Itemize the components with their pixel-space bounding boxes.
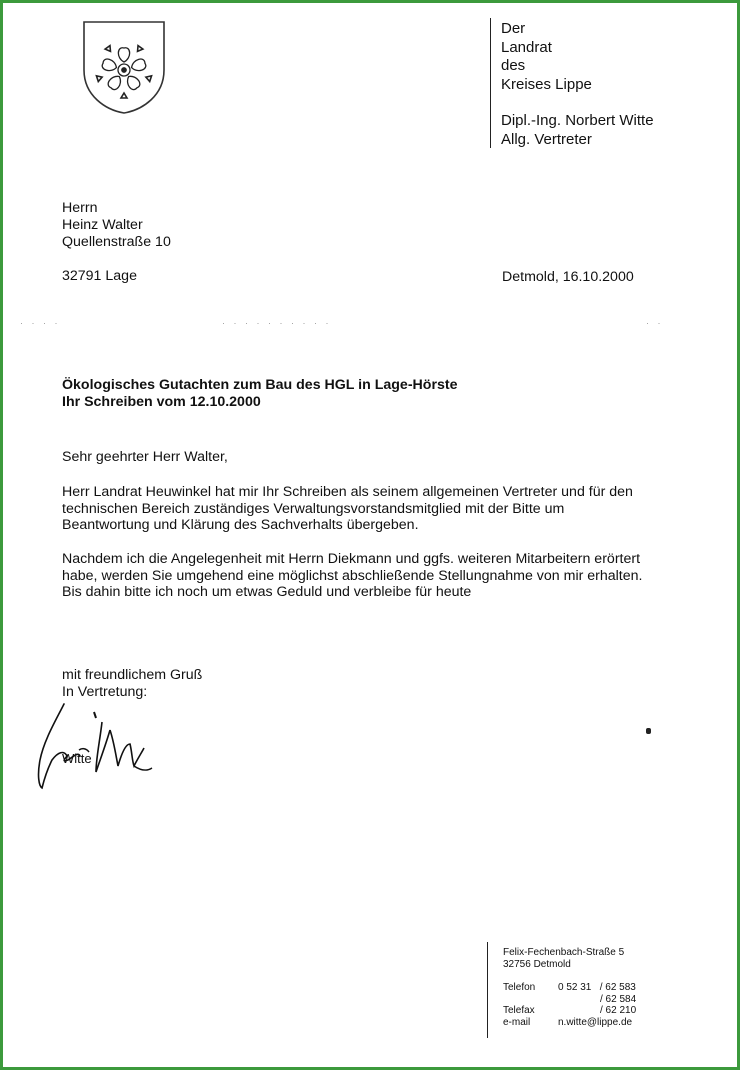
body-line: technischen Bereich zuständiges Verwaltungsvorstandsmitglied mit der Bitte um [62, 500, 565, 517]
footer-city: 32756 Detmold [503, 958, 571, 970]
lippe-coat-of-arms-logo [80, 18, 168, 116]
telefon-label: Telefon [503, 982, 536, 993]
body-line: habe, werden Sie umgehend eine möglichst abschließende Stellungnahme von mir erhalten. [62, 567, 643, 584]
sender-title-line: Kreises Lippe [501, 75, 592, 93]
subject-line: Ihr Schreiben vom 12.10.2000 [62, 393, 261, 410]
recipient-city: 32791 Lage [62, 268, 137, 284]
footer-contact [503, 947, 663, 1028]
body-line: Nachdem ich die Angelegenheit mit Herrn Diekmann und ggfs. weiteren Mitarbeitern erörtert [62, 551, 641, 567]
letter-date: Detmold, 16.10.2000 [502, 269, 634, 285]
body-paragraph [62, 484, 633, 534]
body-line: Beantwortung und Klärung des Sachverhalts übergeben. [62, 517, 419, 533]
sender-title-line: des [501, 57, 526, 74]
closing [62, 667, 202, 701]
subject [62, 377, 457, 410]
recipient-name: Heinz Walter [62, 217, 143, 233]
sender-block [501, 20, 654, 149]
sender-name: Dipl.-Ing. Norbert Witte [501, 112, 654, 129]
email-label: e-mail [503, 1016, 531, 1028]
sender-divider [490, 18, 491, 148]
scan-speck [646, 728, 651, 734]
footer-divider [487, 942, 488, 1038]
telefon-value-2: / 62 584 [600, 993, 637, 1005]
sender-role: Allg. Vertreter [501, 130, 592, 148]
scan-noise: · · · · · · · · · · [222, 318, 332, 328]
greeting: Sehr geehrter Herr Walter, [62, 449, 228, 465]
handwritten-signature [34, 700, 164, 795]
signature-name: Witte [62, 751, 92, 766]
body-line: Bis dahin bitte ich noch um etwas Geduld und verbleibe für heute [62, 584, 472, 600]
sender-title-line: Landrat [501, 38, 552, 56]
telefax-label: Telefax [503, 1005, 535, 1016]
telefon-value: 0 52 31 / 62 583 [558, 982, 636, 993]
recipient-street: Quellenstraße 10 [62, 234, 171, 250]
recipient-address [62, 200, 171, 285]
scan-noise: · · [646, 318, 664, 328]
telefax-value: / 62 210 [600, 1005, 637, 1016]
body-line: Herr Landrat Heuwinkel hat mir Ihr Schreiben als seinem allgemeinen Vertreter und für den [62, 484, 633, 500]
scan-noise: · · · · [20, 318, 61, 328]
footer-street: Felix-Fechenbach-Straße 5 [503, 947, 625, 958]
subject-line: Ökologisches Gutachten zum Bau des HGL in Lage-Hörste [62, 377, 458, 393]
body-paragraph [62, 551, 642, 601]
recipient-salutation: Herrn [62, 200, 98, 216]
sender-title-line: Der [501, 20, 526, 37]
closing-line: mit freundlichem Gruß [62, 667, 203, 683]
closing-line: In Vertretung: [62, 684, 148, 700]
email-value: n.witte@lippe.de [558, 1016, 633, 1028]
